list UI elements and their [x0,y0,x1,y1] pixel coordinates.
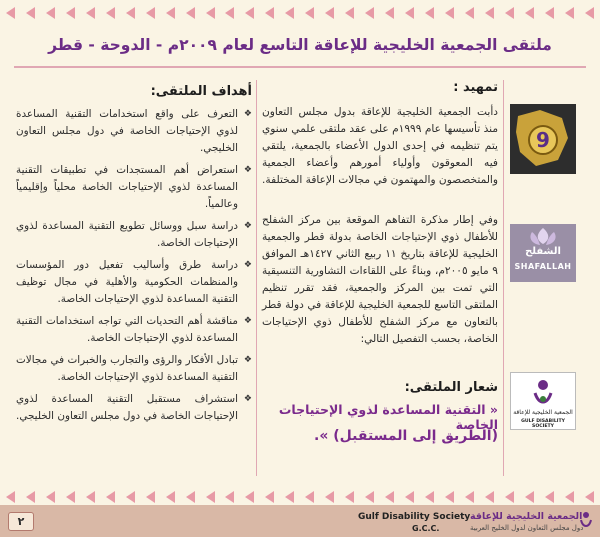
gulf-ninth-meeting-logo [510,104,576,174]
goal-text: التعرف على واقع استخدامات التقنية المساعدة لذوي الإحتياجات الخاصة في دول مجلس التعاون الخليجي. [16,108,238,154]
diamond-bullet-icon: ❖ [243,165,252,175]
gulf-map-nine-icon [510,104,576,174]
footer-english-name: Gulf Disability Society [358,512,471,522]
logo-column-divider [503,80,504,476]
list-item [16,106,252,157]
diamond-bullet-icon: ❖ [243,355,252,365]
shafallah-english-name: SHAFALLAH [514,262,572,271]
intro-heading: تمهيد : [453,80,498,95]
diamond-bullet-icon: ❖ [243,109,252,119]
list-item [16,391,252,425]
shafallah-arabic-name: الشفلح [525,246,561,257]
list-item [16,218,252,252]
footer-gds-emblem-icon [578,510,594,530]
diamond-bullet-icon: ❖ [243,260,252,270]
goal-text: دراسة طرق وأساليب تفعيل دور المؤسسات والمنظمات الحكومية والأهلية في مجال توظيف التقنية المساعدة لذوي الإحتياجات الخاصة. [16,259,238,305]
diamond-bullet-icon: ❖ [243,394,252,404]
list-item [16,257,252,308]
bottom-arrow-border [0,488,600,506]
gds-emblem-icon [511,375,575,409]
goal-text: استعراض أهم المستجدات في تطبيقات التقنية المساعدة لذوي الإحتياجات الخاصة محلياً وإقليمياً وعالمياً. [16,164,238,210]
intro-paragraph-2: وفي إطار مذكرة التفاهم الموقعة بين مركز الشفلح للأطفال ذوي الإحتياجات الخاصة بدولة قطر والجمعية الخليجية للإعاقة بتاريخ ١١ ربيع الثاني ١٤٢٧هـ الموافق ٩ مايو ٢٠٠٥م، وبناءً على اللقاءات التشاورية التنسيقية التي تمت بين المركز والجمعية، فقد تقرر تنظيم الملتقى التاسع للجمعية الخليجية للإعاقة في دولة قطر بالتعاون مع مركز الشفلح للأطفال ذوي الإحتياجات الخاصة، بحسب التفصيل التالي: [262,214,498,345]
slogan-line-2: (الطريق إلى المستقبل) ». [314,428,498,444]
goal-text: تبادل الأفكار والرؤى والتجارب والخبرات في مجالات التقنية المساعدة لذوي الإحتياجات الخاصة. [16,354,238,383]
gulf-disability-society-logo [510,372,576,430]
column-divider [256,80,257,476]
footer-english-subtitle: G.C.C. [412,524,440,533]
goal-text: دراسة سبل ووسائل تطويع التقنية المساعدة لذوي الإحتياجات الخاصة. [16,220,238,249]
footer-arabic-subtitle: دول مجلس التعاون لدول الخليج العربية [470,524,584,532]
goal-text: استشراف مستقبل التقنية المساعدة لذوي الإحتياجات الخاصة في دول مجلس التعاون الخليجي. [16,393,238,422]
list-item [16,162,252,213]
title-divider [14,66,586,68]
slogan-heading: شعار الملتقى: [404,380,498,395]
footer-arabic-name: الجمعية الخليجية للإعاقة [470,511,583,522]
top-arrow-border [0,4,600,22]
list-item [16,313,252,347]
goals-list [16,106,252,430]
page-title: ملتقى الجمعية الخليجية للإعاقة التاسع لعام ٢٠٠٩م - الدوحة - قطر [48,36,552,54]
page-number: ٢ [8,512,34,531]
gds-english-name: GULF DISABILITY SOCIETY [521,419,565,429]
logo-digit: 9 [536,128,550,152]
diamond-bullet-icon: ❖ [243,316,252,326]
diamond-bullet-icon: ❖ [243,221,252,231]
slogan-line-1: « التقنية المساعدة لذوي الإحتياجات الخاصة [278,402,498,432]
gds-arabic-name: الجمعية الخليجية للإعاقة [513,409,573,416]
goals-heading: أهداف الملتقى: [150,84,252,99]
goal-text: مناقشة أهم التحديات التي تواجه استخدامات التقنية المساعدة لذوي الإحتياجات الخاصة. [16,315,238,344]
list-item [16,352,252,386]
intro-paragraph-1: دأبت الجمعية الخليجية للإعاقة بدول مجلس التعاون منذ تأسيسها عام ١٩٩٩م على عقد ملتقى علمي سنوي يتم تنظيمه في إحدى الدول الأعضاء بالجمعية، يلتقي فيه المعوقون وأولياء أمورهم وأعضاء الجمعية والمتخصصون والمهتمون في مجالات الإعاقة المختلفة. [262,106,499,186]
shafallah-logo [510,224,576,282]
